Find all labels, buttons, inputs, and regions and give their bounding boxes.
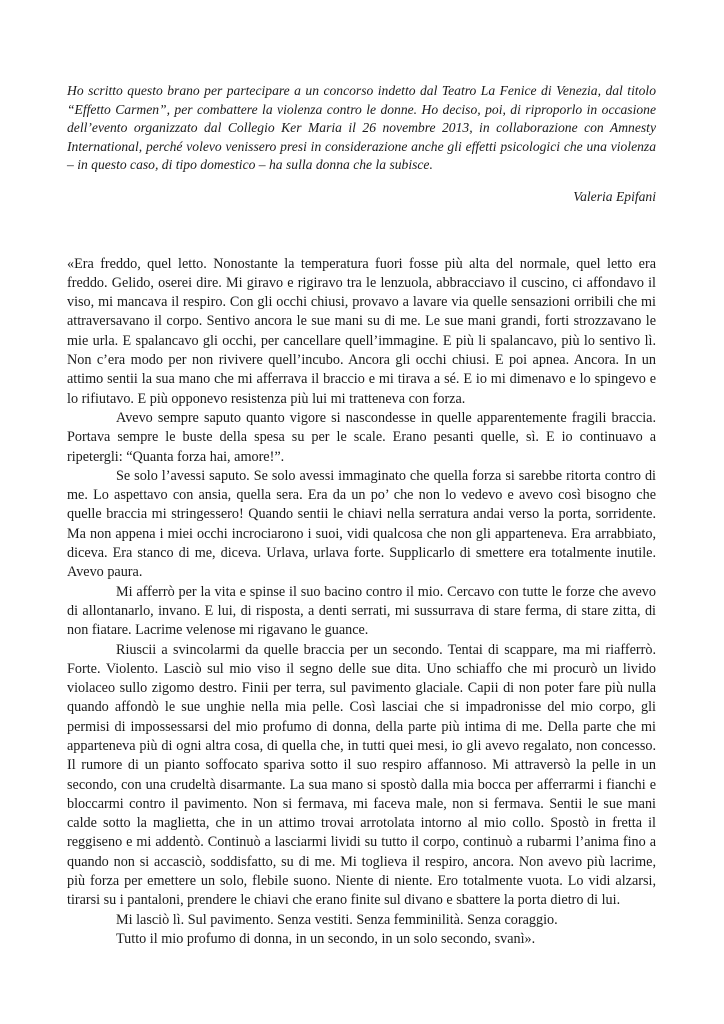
story-paragraph: Se solo l’avessi saputo. Se solo avessi immaginato che quella forza si sarebbe ritorta contro di me. Lo aspettavo con ansia, quella sera. Era da un po’ che non lo vedevo e avevo così bisogno che quelle braccia mi stringessero! Quando sentii le chiavi nella serratura andai verso la porta, sorridente. Ma non appena i miei occhi incrociarono i suoi, vidi qualcosa che non gli apparteneva. Era arrabbiato, diceva. Era stanco di me, diceva. Urlava, urlava forte. Supplicarlo di smettere era totalmente inutile. Avevo paura. <box>67 467 656 581</box>
story-paragraph: Mi afferrò per la vita e spinse il suo bacino contro il mio. Cercavo con tutte le forze che avevo di allontanarlo, invano. E lui, di risposta, a denti serrati, mi sussurrava di stare ferma, di stare zitta, di non fiatare. Lacrime velenose mi rigavano le guance. <box>67 583 656 639</box>
page-content <box>67 82 656 949</box>
story-body <box>67 255 656 950</box>
story-paragraph: Mi lasciò lì. Sul pavimento. Senza vestiti. Senza femminilità. Senza coraggio. <box>116 911 558 928</box>
story-paragraph: Riuscii a svincolarmi da quelle braccia per un secondo. Tentai di scappare, ma mi riafferrò. Forte. Violento. Lasciò sul mio viso il segno delle sue dita. Uno schiaffo che mi procurò un livido violaceo sullo zigomo destro. Finii per terra, sul pavimento glaciale. Capii di non poter fare più nulla quando affondò le sue unghie nella mia pelle. Così lasciai che si impadronisse del mio corpo, gli permisi di impossessarsi del mio profumo di donna, della parte più intima di me. Della parte che mi apparteneva più di ogni altra cosa, di quella che, in tutti quei mesi, io gli avevo regalato, non concesso. Il rumore di un pianto soffocato spariva sotto il suo respiro affannoso. Mi attraversò la pelle in un secondo, con una crudeltà disarmante. La sua mano si spostò dalla mia bocca per afferrarmi i fianchi e bloccarmi contro il pavimento. Non si fermava, mi faceva male, non si fermava. Sentii le sue mani calde sotto la maglietta, che in un attimo trovai arrotolata intorno al mio collo. Spostò in fretta il reggiseno e mi addentò. Continuò a lasciarmi lividi su tutto il corpo, continuò a rubarmi l’anima fino a quando non si accasciò, soddisfatto, su di me. Mi toglieva il respiro, ancora. Non avevo più lacrime, più forza per emettere un solo, flebile suono. Niente di niente. Ero totalmente vuota. Lo vidi alzarsi, tirarsi su i pantaloni, prendere le chiavi che erano finite sul divano e sbattere la porta dietro di lui. <box>67 641 656 909</box>
story-paragraph: Tutto il mio profumo di donna, in un secondo, in un solo secondo, svanì». <box>116 930 536 947</box>
story-paragraph: «Era freddo, quel letto. Nonostante la temperatura fuori fosse più alta del normale, quel letto era freddo. Gelido, oserei dire. Mi giravo e rigiravo tra le lenzuola, abbracciavo il cuscino, ci affondavo il viso, mi mancava il respiro. Con gli occhi chiusi, provavo a lavare via quelle sensazioni orribili che mi attraversavano il corpo. Sentivo ancora le sue mani su di me. Le sue mani grandi, forti strozzavano le mie urla. E spalancavo gli occhi, per cancellare quell’immagine. E più li spalancavo, più lo sentivo lì. Non c’era modo per non rivivere quell’incubo. Ancora gli occhi chiusi. E poi apnea. Ancora. In un attimo sentii la sua mano che mi afferrava il braccio e mi tirava a sé. E io mi dimenavo e lo spingevo e lo rifiutavo. E più opponevo resistenza più lui mi tratteneva con forza. <box>67 255 656 407</box>
intro-paragraph: Ho scritto questo brano per partecipare a un concorso indetto dal Teatro La Fenice di Venezia, dal titolo “Effetto Carmen”, per combattere la violenza contro le donne. Ho deciso, poi, di riproporlo in occasione dell’evento organizzato dal Collegio Ker Maria il 26 novembre 2013, in collaborazione con Amnesty International, perché volevo venissero presi in considerazione anche gli effetti psicologici che una violenza – in questo caso, di tipo domestico – ha sulla donna che la subisce. <box>67 83 656 173</box>
author-signature: Valeria Epifani <box>573 188 656 204</box>
story-paragraph: Avevo sempre saputo quanto vigore si nascondesse in quelle apparentemente fragili braccia. Portava sempre le buste della spesa su per le scale. Erano pesanti quelle, sì. E io continuavo a ripetergli: “Quanta forza hai, amore!”. <box>67 409 656 465</box>
